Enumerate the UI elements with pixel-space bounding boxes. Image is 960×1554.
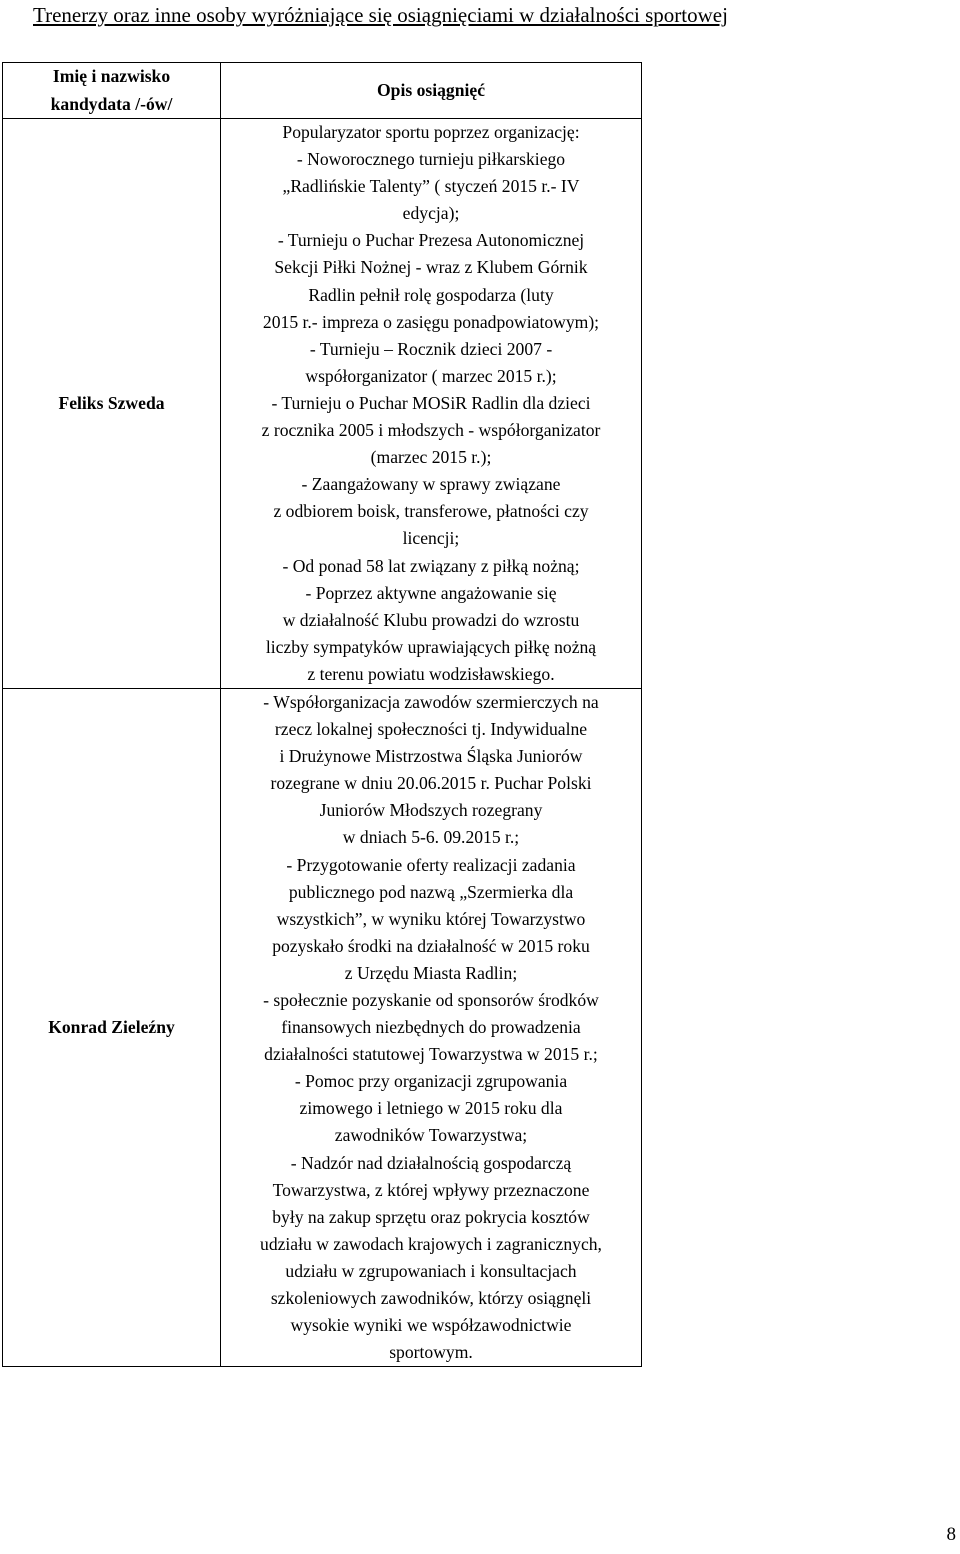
page-title: Trenerzy oraz inne osoby wyróżniające się osiągnięciami w działalności sportowej xyxy=(33,3,728,27)
description-line: - Poprzez aktywne angażowanie się xyxy=(305,582,557,603)
header-name-line2: kandydata /-ów/ xyxy=(50,93,173,114)
description-line: „Radlińskie Talenty” ( styczeń 2015 r.- IV xyxy=(282,176,580,197)
description-line: w dniach 5-6. 09.2015 r.; xyxy=(342,827,520,848)
description-line: z Urzędu Miasta Radlin; xyxy=(344,962,518,983)
description-line: były na zakup sprzętu oraz pokrycia kosztów xyxy=(272,1206,590,1227)
description-line: - Zaangażowany w sprawy związane xyxy=(301,474,561,495)
description-line: - Pomoc przy organizacji zgrupowania xyxy=(294,1071,568,1092)
achievements-table xyxy=(2,62,642,1367)
description-line: finansowych niezbędnych do prowadzenia xyxy=(281,1017,581,1038)
description-line: 2015 r.- impreza o zasięgu ponadpowiatowym); xyxy=(262,311,600,332)
description-line: rzecz lokalnej społeczności tj. Indywidualne xyxy=(274,719,588,740)
description-line: wszystkich”, w wyniku której Towarzystwo xyxy=(276,908,586,929)
description-line: zimowego i letniego w 2015 roku dla xyxy=(299,1098,563,1119)
description-line: - Turnieju – Rocznik dzieci 2007 - xyxy=(309,338,553,359)
description-line: liczby sympatyków uprawiających piłkę nożną xyxy=(265,636,597,657)
description-line: - Współorganizacja zawodów szermierczych na xyxy=(263,691,599,712)
achievement-description xyxy=(221,688,642,1366)
description-line: edycja); xyxy=(402,203,460,224)
page-number: 8 xyxy=(946,1524,956,1545)
description-line: współorganizator ( marzec 2015 r.); xyxy=(305,365,557,386)
description-line: sportowym. xyxy=(389,1342,473,1363)
description-line: - Nadzór nad działalnością gospodarczą xyxy=(290,1152,572,1173)
description-line: zawodników Towarzystwa; xyxy=(334,1125,528,1146)
description-line: udziału w zawodach krajowych i zagranicznych, xyxy=(260,1233,602,1254)
description-line: w działalność Klubu prowadzi do wzrostu xyxy=(282,609,580,630)
description-line: Towarzystwa, z której wpływy przeznaczone xyxy=(272,1179,590,1200)
header-candidate-name xyxy=(3,63,221,119)
description-line: - Turnieju o Puchar MOSiR Radlin dla dzieci xyxy=(271,392,591,413)
description-line: - Od ponad 58 lat związany z piłką nożną; xyxy=(282,555,580,576)
description-line: Juniorów Młodszych rozegrany xyxy=(319,800,543,821)
description-line: publicznego pod nazwą „Szermierka dla xyxy=(288,881,574,902)
description-line: - Noworocznego turnieju piłkarskiego xyxy=(296,149,566,170)
table-row xyxy=(3,119,642,689)
table-row xyxy=(3,688,642,1366)
description-line: Radlin pełnił rolę gospodarza (luty xyxy=(308,284,554,305)
description-line: z odbiorem boisk, transferowe, płatności czy xyxy=(273,501,589,522)
description-line: (marzec 2015 r.); xyxy=(370,447,492,468)
description-line: wysokie wyniki we współzawodnictwie xyxy=(290,1315,572,1336)
description-line: rozegrane w dniu 20.06.2015 r. Puchar Polski xyxy=(270,773,592,794)
description-line: pozyskało środki na działalność w 2015 roku xyxy=(272,935,590,956)
description-line: z rocznika 2005 i młodszych - współorganizator xyxy=(261,420,601,441)
table-header-row xyxy=(3,63,642,119)
description-line: - Turnieju o Puchar Prezesa Autonomicznej xyxy=(277,230,585,251)
header-name-line1: Imię i nazwisko xyxy=(52,66,171,87)
description-line: działalności statutowej Towarzystwa w 2015 r.; xyxy=(264,1044,598,1065)
candidate-name-feliks-szweda: Feliks Szweda xyxy=(3,119,221,689)
header-description: Opis osiągnięć xyxy=(221,63,642,119)
description-line: z terenu powiatu wodzisławskiego. xyxy=(307,663,555,684)
description-line: Popularyzator sportu poprzez organizację: xyxy=(282,122,580,142)
achievement-description xyxy=(221,119,642,689)
description-line: szkoleniowych zawodników, którzy osiągnęli xyxy=(270,1288,592,1309)
description-line: Sekcji Piłki Nożnej - wraz z Klubem Górnik xyxy=(274,257,588,278)
description-line: - Przygotowanie oferty realizacji zadania xyxy=(286,854,576,875)
description-line: udziału w zgrupowaniach i konsultacjach xyxy=(285,1260,577,1281)
description-line: - społecznie pozyskanie od sponsorów środków xyxy=(263,990,599,1010)
candidate-name-konrad-zielezny: Konrad Zieleźny xyxy=(3,688,221,1366)
description-line: licencji; xyxy=(402,528,460,549)
description-line: i Drużynowe Mistrzostwa Śląska Juniorów xyxy=(279,746,583,767)
